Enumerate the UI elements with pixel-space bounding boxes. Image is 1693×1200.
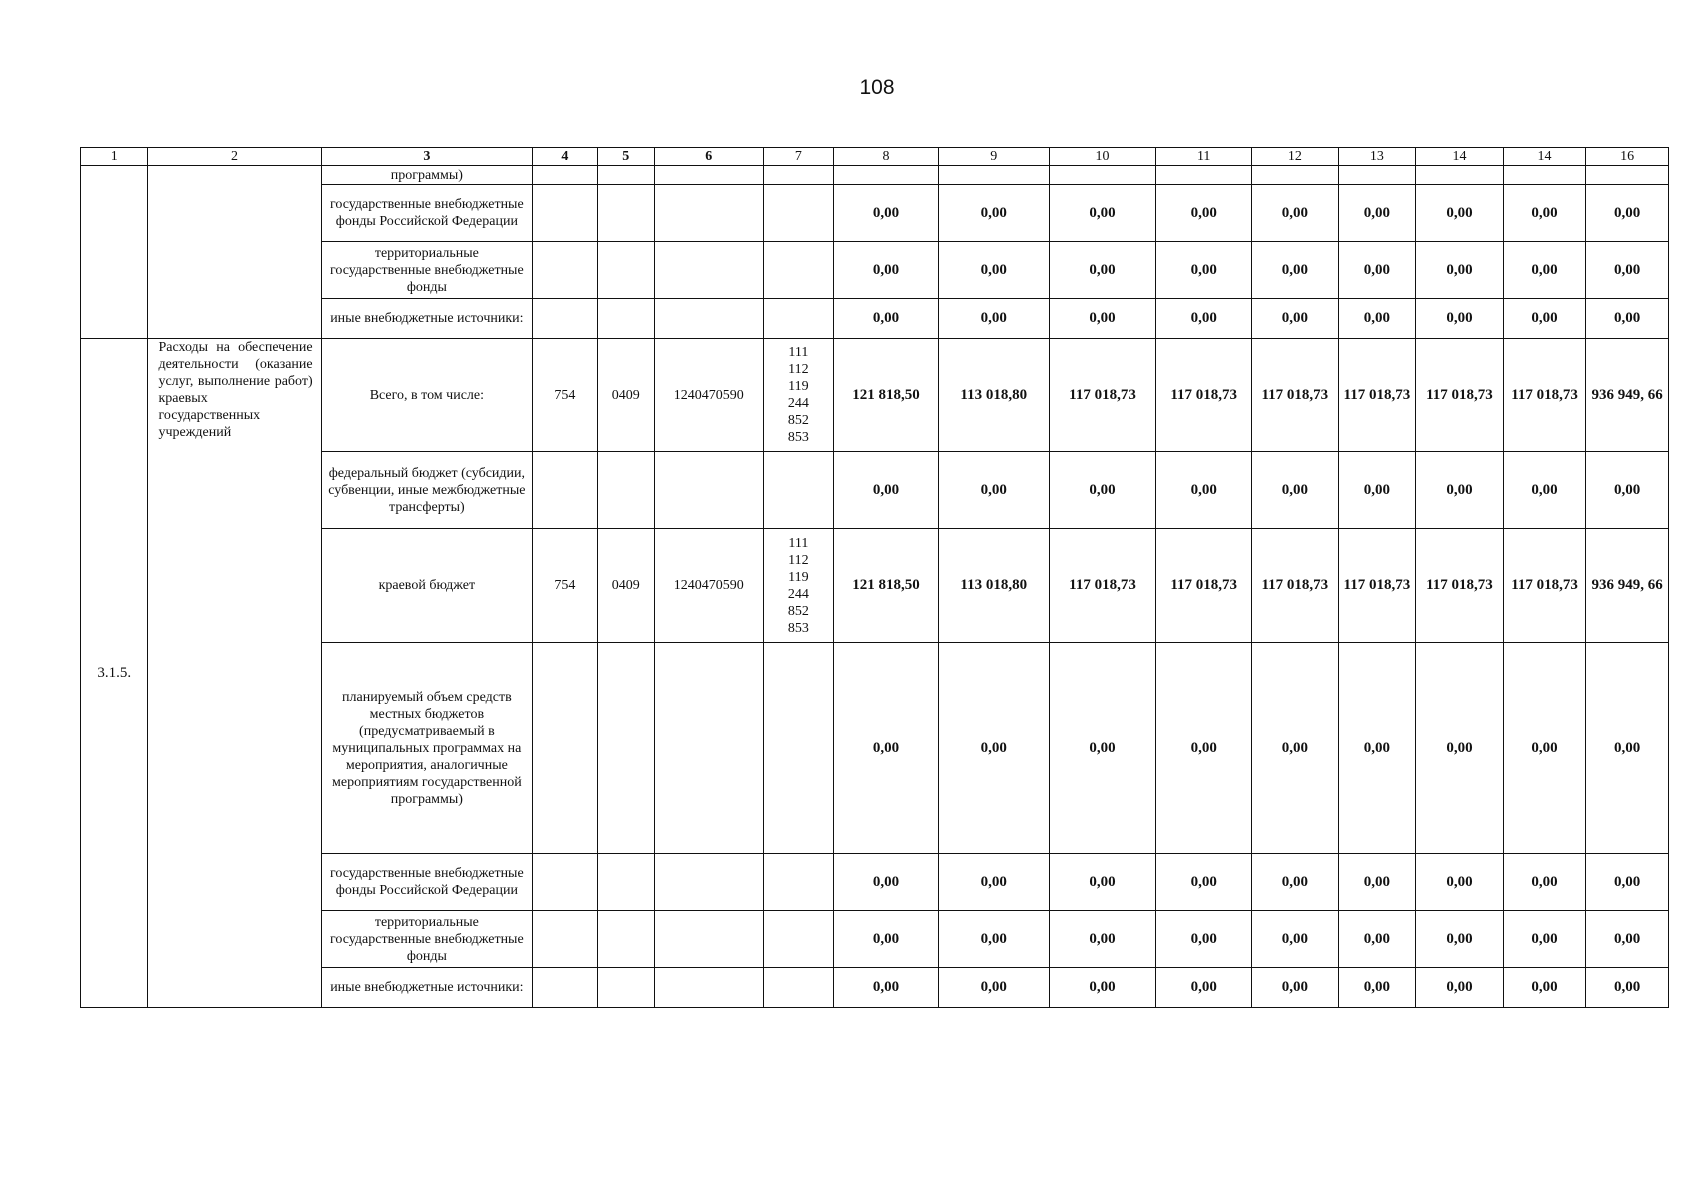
value-cell: 0,00 xyxy=(834,185,939,242)
value-cell: 0,00 xyxy=(1049,242,1156,299)
column-header: 2 xyxy=(148,148,321,166)
value-cell: 0,00 xyxy=(1586,854,1669,911)
value-cell: 0,00 xyxy=(1252,242,1339,299)
value-cell: 0,00 xyxy=(1503,242,1586,299)
value-cell: 0,00 xyxy=(1252,299,1339,339)
table-row xyxy=(81,339,1669,452)
value-cell: 0,00 xyxy=(1252,643,1339,854)
id-cell-empty xyxy=(81,166,148,339)
value-cell: 0,00 xyxy=(1416,643,1504,854)
value-cell: 0,00 xyxy=(938,299,1049,339)
value-cell: 117 018,73 xyxy=(1049,529,1156,643)
value-cell: 117 018,73 xyxy=(1503,339,1586,452)
column-header: 8 xyxy=(834,148,939,166)
value-cell: 0,00 xyxy=(1049,911,1156,968)
value-cell: 0,00 xyxy=(1049,643,1156,854)
value-cell: 0,00 xyxy=(1338,185,1416,242)
value-cell: 0,00 xyxy=(1586,968,1669,1008)
value-cell: 117 018,73 xyxy=(1156,339,1252,452)
value-cell: 117 018,73 xyxy=(1049,339,1156,452)
value-cell: 0,00 xyxy=(1156,299,1252,339)
value-cell: 0,00 xyxy=(1156,911,1252,968)
value-cell: 0,00 xyxy=(1049,185,1156,242)
value-cell: 0,00 xyxy=(1416,968,1504,1008)
value-cell: 113 018,80 xyxy=(938,339,1049,452)
value-cell: 0,00 xyxy=(1416,299,1504,339)
value-cell: 121 818,50 xyxy=(834,529,939,643)
value-cell: 0,00 xyxy=(1503,968,1586,1008)
name-cell-empty xyxy=(148,166,321,339)
value-cell: 0,00 xyxy=(1586,299,1669,339)
value-cell: 0,00 xyxy=(834,299,939,339)
column-header: 9 xyxy=(938,148,1049,166)
value-cell: 0,00 xyxy=(1049,452,1156,529)
value-cell: 0,00 xyxy=(938,452,1049,529)
source-label: иные внебюджетные источники: xyxy=(321,299,532,339)
value-cell: 0,00 xyxy=(1156,643,1252,854)
value-cell: 0,00 xyxy=(1252,968,1339,1008)
value-cell: 0,00 xyxy=(1338,854,1416,911)
value-cell: 117 018,73 xyxy=(1252,339,1339,452)
column-header: 14 xyxy=(1416,148,1504,166)
budget-table xyxy=(80,147,1669,1008)
source-label: территориальные государственные внебюджетные фонды xyxy=(321,911,532,968)
value-cell: 0,00 xyxy=(1338,299,1416,339)
value-cell: 0,00 xyxy=(1156,854,1252,911)
value-cell: 0,00 xyxy=(1338,911,1416,968)
value-cell: 0,00 xyxy=(1338,968,1416,1008)
value-cell: 0,00 xyxy=(1586,452,1669,529)
value-cell: 117 018,73 xyxy=(1252,529,1339,643)
value-cell: 117 018,73 xyxy=(1338,339,1416,452)
value-cell: 0,00 xyxy=(1416,242,1504,299)
value-cell: 0,00 xyxy=(1252,185,1339,242)
column-header: 12 xyxy=(1252,148,1339,166)
vr-codes: 111 112 119 244 852 853 xyxy=(763,529,833,643)
value-cell: 0,00 xyxy=(1049,968,1156,1008)
value-cell: 0,00 xyxy=(938,911,1049,968)
vr-codes: 111 112 119 244 852 853 xyxy=(763,339,833,452)
column-number-row xyxy=(81,148,1669,166)
value-cell: 0,00 xyxy=(834,242,939,299)
value-cell: 113 018,80 xyxy=(938,529,1049,643)
value-cell: 0,00 xyxy=(834,643,939,854)
value-cell: 0,00 xyxy=(834,968,939,1008)
section-name: Расходы на обеспечение деятельности (оказание услуг, выполнение работ) краевых государственных учреждений xyxy=(148,339,321,1008)
value-cell: 0,00 xyxy=(1156,242,1252,299)
csr-code: 1240470590 xyxy=(654,339,763,452)
value-cell: 117 018,73 xyxy=(1338,529,1416,643)
rzpr-code: 0409 xyxy=(597,529,654,643)
column-header: 4 xyxy=(533,148,597,166)
value-cell: 0,00 xyxy=(834,854,939,911)
table-row xyxy=(81,166,1669,185)
grbs-code: 754 xyxy=(533,529,597,643)
value-cell: 0,00 xyxy=(1586,911,1669,968)
csr-code: 1240470590 xyxy=(654,529,763,643)
source-label: федеральный бюджет (субсидии, субвенции, иные межбюджетные трансферты) xyxy=(321,452,532,529)
value-cell: 0,00 xyxy=(1338,643,1416,854)
value-cell: 0,00 xyxy=(834,452,939,529)
value-cell: 0,00 xyxy=(1156,968,1252,1008)
value-cell: 117 018,73 xyxy=(1416,529,1504,643)
value-cell: 0,00 xyxy=(1503,643,1586,854)
source-label: государственные внебюджетные фонды Российской Федерации xyxy=(321,854,532,911)
value-cell: 0,00 xyxy=(834,911,939,968)
value-cell: 0,00 xyxy=(1586,643,1669,854)
value-cell: 0,00 xyxy=(1586,185,1669,242)
value-cell: 0,00 xyxy=(938,185,1049,242)
column-header: 10 xyxy=(1049,148,1156,166)
value-cell: 0,00 xyxy=(1416,911,1504,968)
value-cell: 0,00 xyxy=(938,968,1049,1008)
source-label: иные внебюджетные источники: xyxy=(321,968,532,1008)
page-number: 108 xyxy=(859,76,895,99)
value-cell: 0,00 xyxy=(1338,242,1416,299)
grbs-code: 754 xyxy=(533,339,597,452)
column-header: 3 xyxy=(321,148,532,166)
value-cell: 0,00 xyxy=(1416,185,1504,242)
value-cell: 0,00 xyxy=(1503,185,1586,242)
source-label: программы) xyxy=(321,166,532,185)
value-cell: 936 949, 66 xyxy=(1586,529,1669,643)
value-cell: 121 818,50 xyxy=(834,339,939,452)
source-label: краевой бюджет xyxy=(321,529,532,643)
value-cell: 0,00 xyxy=(1156,452,1252,529)
value-cell: 0,00 xyxy=(1586,242,1669,299)
value-cell: 0,00 xyxy=(938,643,1049,854)
value-cell: 0,00 xyxy=(1252,911,1339,968)
value-cell: 117 018,73 xyxy=(1156,529,1252,643)
rzpr-code: 0409 xyxy=(597,339,654,452)
source-label: планируемый объем средств местных бюджетов (предусматриваемый в муниципальных программах на мероприятия, аналогичные мероприятиям государственной программы) xyxy=(321,643,532,854)
value-cell: 0,00 xyxy=(1156,185,1252,242)
column-header: 7 xyxy=(763,148,833,166)
value-cell: 0,00 xyxy=(1049,299,1156,339)
value-cell: 0,00 xyxy=(1338,452,1416,529)
column-header: 14 xyxy=(1503,148,1586,166)
source-label: Всего, в том числе: xyxy=(321,339,532,452)
value-cell: 936 949, 66 xyxy=(1586,339,1669,452)
value-cell: 117 018,73 xyxy=(1503,529,1586,643)
value-cell: 0,00 xyxy=(1252,452,1339,529)
column-header: 13 xyxy=(1338,148,1416,166)
column-header: 1 xyxy=(81,148,148,166)
column-header: 5 xyxy=(597,148,654,166)
value-cell: 0,00 xyxy=(1503,452,1586,529)
value-cell: 117 018,73 xyxy=(1416,339,1504,452)
column-header: 16 xyxy=(1586,148,1669,166)
value-cell: 0,00 xyxy=(1252,854,1339,911)
source-label: государственные внебюджетные фонды Российской Федерации xyxy=(321,185,532,242)
column-header: 6 xyxy=(654,148,763,166)
value-cell: 0,00 xyxy=(1503,854,1586,911)
value-cell: 0,00 xyxy=(1049,854,1156,911)
value-cell: 0,00 xyxy=(1503,911,1586,968)
value-cell: 0,00 xyxy=(938,242,1049,299)
value-cell: 0,00 xyxy=(1503,299,1586,339)
section-id: 3.1.5. xyxy=(81,339,148,1008)
value-cell: 0,00 xyxy=(938,854,1049,911)
value-cell: 0,00 xyxy=(1416,854,1504,911)
column-header: 11 xyxy=(1156,148,1252,166)
value-cell: 0,00 xyxy=(1416,452,1504,529)
source-label: территориальные государственные внебюджетные фонды xyxy=(321,242,532,299)
